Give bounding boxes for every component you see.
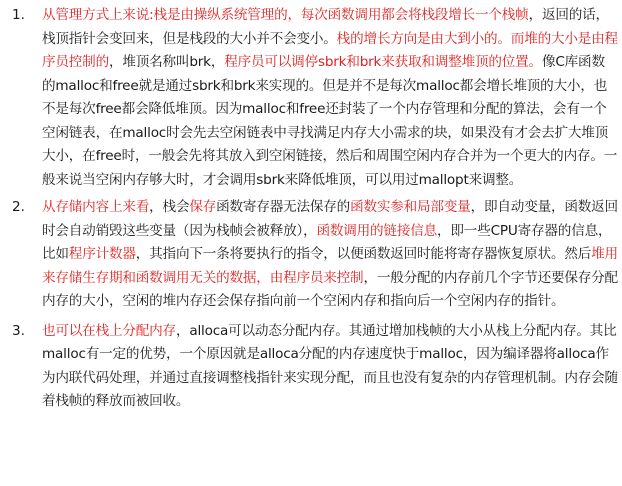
text-segment: 堆用来存储生存期和函数调用无关的数据，由程序员来控制 bbox=[42, 246, 618, 286]
text-segment: 函数寄存器无法保存的 bbox=[216, 199, 351, 215]
text-segment: 而堆的大小是由程序员控制的 bbox=[42, 30, 618, 70]
text-segment: ，栈会 bbox=[149, 199, 190, 215]
list-item-3 bbox=[4, 320, 618, 414]
text-segment: ，即自动变量，函数返回时会自动销毁这些变量（因为栈帧会被释放）， bbox=[42, 199, 618, 239]
list-item-text bbox=[42, 320, 618, 414]
text-segment: ，其指向下一条将要执行的指令，以便函数返回时能将寄存器恢复原状。然后 bbox=[135, 246, 592, 262]
list-number: 2. bbox=[12, 199, 25, 215]
text-segment: 从存储内容上来看 bbox=[42, 199, 150, 215]
text-segment: ，一般分配的内存前几个字节还要保存分配内存的大小，空闲的堆内存还会保存指向前一个空闲内存和指向后一个空闲内存的指针。 bbox=[42, 269, 618, 309]
list-item-1 bbox=[4, 4, 618, 192]
text-segment: ，即一些CPU寄存器的信息，比如 bbox=[42, 222, 612, 262]
text-segment: 从管理方式上来说:栈是由操纵系统管理的，每次函数调用都会将栈段增长一个栈帧 bbox=[42, 7, 529, 23]
text-segment: 保存 bbox=[189, 199, 217, 215]
list-number: 3. bbox=[12, 322, 25, 339]
text-segment: 函数实参和局部变量 bbox=[350, 199, 471, 215]
text-segment: ，alloca可以动态分配内存。其通过增加栈帧的大小从栈上分配内存。其比malloc有一定的优势，一个原因就是alloca分配的内存速度快于malloc，因为编译器将alloca作为内联代码处理，并通过直接调整栈指针来实现分配，而且也没有复杂的内存管理机制。内存会随着栈帧的释放而被回收。 bbox=[42, 322, 618, 409]
list-item-text bbox=[42, 196, 618, 314]
list-item-2 bbox=[4, 196, 618, 314]
text-segment: ，返回的话，栈顶指针会变回来，但是栈段的大小并不会变小。 bbox=[42, 7, 609, 47]
list-number: 1. bbox=[12, 7, 25, 23]
text-segment: ，堆顶名称叫brk， bbox=[108, 54, 225, 70]
text-segment: 栈的增长方向是由大到小的。 bbox=[336, 30, 511, 47]
list-item-text bbox=[42, 4, 618, 192]
text-segment: 程序计数器 bbox=[68, 246, 136, 262]
text-segment: 程序员可以调停sbrk和brk来获取和调整堆顶的位置。 bbox=[224, 54, 542, 70]
text-segment: 函数调用的链接信息 bbox=[316, 222, 438, 239]
text-segment: 也可以在栈上分配内存 bbox=[42, 322, 176, 339]
text-segment: 像C库函数的malloc和free就是通过sbrk和brk来实现的。但是并不是每次malloc都会增长堆顶的大小，也不是每次free都会降低堆顶。因为malloc和free还封装了一个内存管理和分配的算法，会有一个空闲链表，在malloc时会先去空闲链表中寻找满足内存大小需求的块，如果没有才会去扩大堆顶大小，在free时，一般会先将其放入到空闲链接，然后和周围空闲内存合并为一个更大的内存。一般来说当空闲内存够大时，才会调用sbrk来降低堆顶，可以用过mallopt来调整。 bbox=[42, 54, 618, 188]
